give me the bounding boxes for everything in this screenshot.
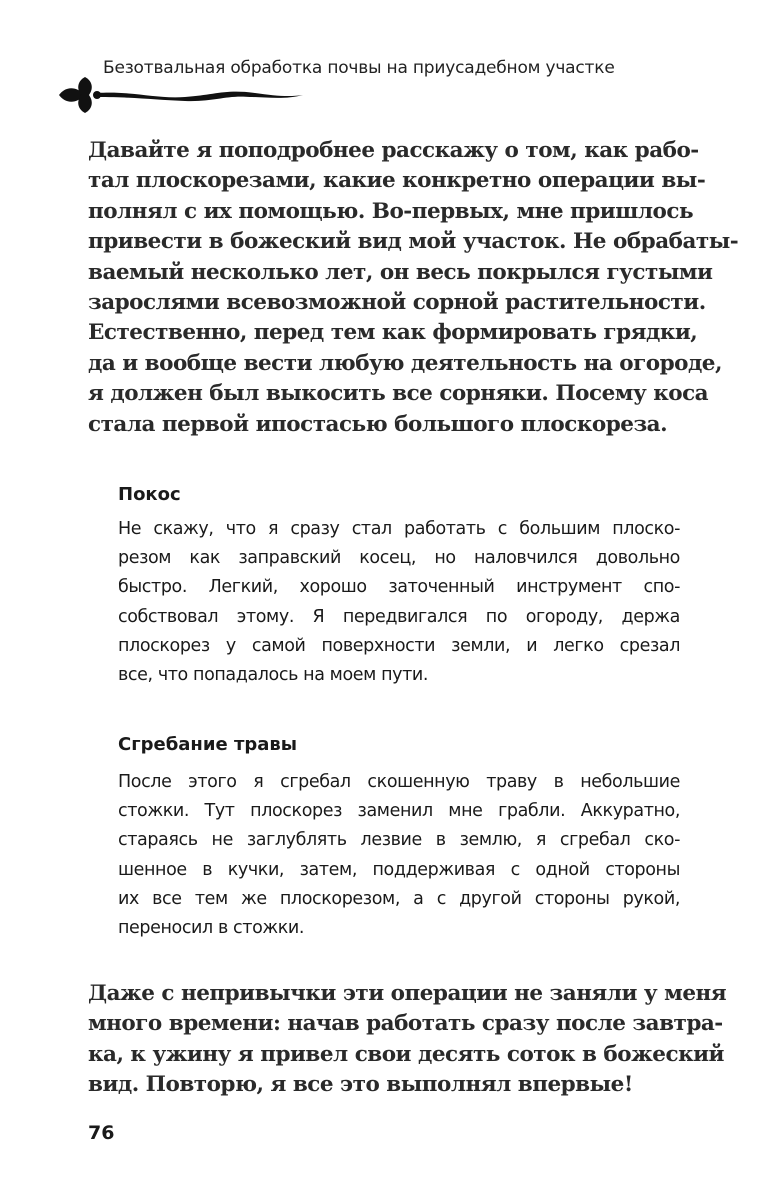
text-line: все, что попадалось на моем пути. — [118, 665, 429, 686]
text-line: много времени: начав работать сразу после завтра- — [88, 1011, 723, 1037]
text-line: зарослями всевозможной сорной растительности. — [88, 290, 706, 316]
text-line: стала первой ипостасью большого плоскореза. — [88, 411, 668, 437]
text-line: шенное в кучки, затем, поддерживая с одной стороны — [118, 859, 680, 880]
text-line: собствовал этому. Я передвигался по огороду, держа — [118, 606, 680, 627]
text-line: быстро. Легкий, хорошо заточенный инструмент спо- — [118, 577, 680, 598]
text-line: я должен был выкосить все сорняки. Посему коса — [88, 381, 709, 407]
text-line: резом как заправский косец, но наловчился довольно — [118, 548, 680, 569]
text-line: их все тем же плоскорезом, а с другой стороны рукой, — [118, 888, 680, 909]
text-line: Естественно, перед тем как формировать грядки, — [88, 320, 698, 346]
text-line: Давайте я поподробнее расскажу о том, как рабо- — [88, 138, 699, 163]
section-heading: Сгребание травы — [118, 734, 298, 755]
text-line: Даже с непривычки эти операции не заняли у меня — [88, 981, 727, 1006]
text-line: стараясь не заглублять лезвие в землю, я сгребал ско- — [118, 830, 680, 851]
text-line: ваемый несколько лет, он весь покрылся густыми — [88, 259, 713, 285]
text-line: ка, к ужину я привел свои десять соток в божеский — [88, 1041, 724, 1067]
closing-paragraph — [88, 979, 727, 1101]
text-line: стожки. Тут плоскорез заменил мне грабли. Аккуратно, — [118, 801, 680, 822]
text-line: полнял с их помощью. Во-первых, мне пришлось — [88, 198, 694, 224]
text-line: После этого я сгребал скошенную траву в небольшие — [118, 772, 680, 792]
section-paragraph — [118, 515, 680, 690]
section-heading: Покос — [118, 484, 181, 505]
text-line: вид. Повторю, я все это выполнял впервые! — [88, 1072, 633, 1098]
text-line: привести в божеский вид мой участок. Не обрабаты- — [88, 229, 739, 255]
ornament-icon — [55, 75, 305, 115]
text-line: Не скажу, что я сразу стал работать с большим плоско- — [118, 519, 680, 539]
text-line: да и вообще вести любую деятельность на огороде, — [88, 350, 722, 376]
section-paragraph — [118, 768, 680, 943]
text-line: переносил в стожки. — [118, 918, 305, 939]
page-number: 76 — [88, 1122, 115, 1144]
text-line: тал плоскорезами, какие конкретно операции вы- — [88, 168, 706, 194]
intro-paragraph — [88, 136, 739, 440]
text-line: плоскорез у самой поверхности земли, и легко срезал — [118, 635, 680, 656]
running-header: Безотвальная обработка почвы на приусадебном участке — [103, 58, 615, 78]
